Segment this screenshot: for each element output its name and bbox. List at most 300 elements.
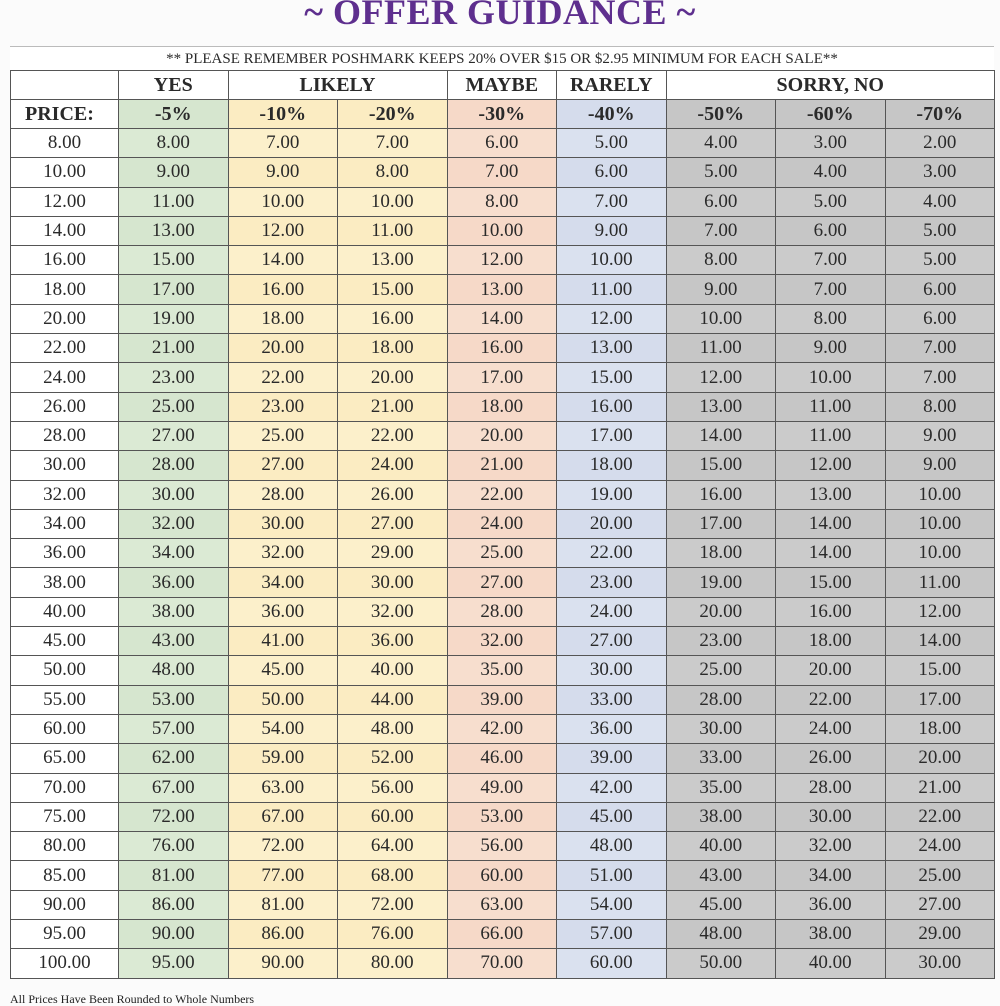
offer-cell: 21.00: [119, 334, 229, 363]
offer-cell: 60.00: [557, 949, 667, 978]
offer-cell: 21.00: [338, 392, 448, 421]
offer-cell: 7.00: [338, 129, 448, 158]
offer-cell: 17.00: [557, 421, 667, 450]
offer-cell: 16.00: [557, 392, 667, 421]
price-cell: 85.00: [11, 861, 119, 890]
offer-cell: 14.00: [776, 509, 886, 538]
price-cell: 60.00: [11, 714, 119, 743]
offer-cell: 72.00: [119, 802, 229, 831]
offer-cell: 72.00: [338, 890, 448, 919]
offer-cell: 28.00: [119, 451, 229, 480]
price-cell: 14.00: [11, 216, 119, 245]
group-rarely: RARELY: [557, 71, 667, 100]
offer-cell: 12.00: [447, 246, 557, 275]
offer-cell: 53.00: [447, 802, 557, 831]
offer-cell: 24.00: [447, 509, 557, 538]
price-cell: 40.00: [11, 597, 119, 626]
offer-cell: 4.00: [776, 158, 886, 187]
offer-cell: 7.00: [228, 129, 338, 158]
offer-cell: 11.00: [338, 216, 448, 245]
offer-cell: 17.00: [885, 685, 995, 714]
discount-header: -5%: [119, 100, 229, 129]
offer-cell: 30.00: [228, 509, 338, 538]
offer-cell: 24.00: [338, 451, 448, 480]
offer-cell: 38.00: [119, 597, 229, 626]
offer-cell: 33.00: [666, 744, 776, 773]
offer-cell: 35.00: [666, 773, 776, 802]
offer-cell: 48.00: [119, 656, 229, 685]
offer-cell: 20.00: [228, 334, 338, 363]
offer-cell: 76.00: [338, 920, 448, 949]
offer-cell: 28.00: [447, 597, 557, 626]
offer-cell: 63.00: [228, 773, 338, 802]
table-row: [11, 949, 995, 978]
offer-cell: 36.00: [119, 568, 229, 597]
offer-cell: 7.00: [885, 363, 995, 392]
offer-cell: 48.00: [338, 714, 448, 743]
offer-cell: 35.00: [447, 656, 557, 685]
offer-cell: 42.00: [447, 714, 557, 743]
offer-cell: 12.00: [228, 216, 338, 245]
offer-cell: 57.00: [119, 714, 229, 743]
group-maybe: MAYBE: [447, 71, 557, 100]
offer-cell: 86.00: [228, 920, 338, 949]
offer-cell: 48.00: [666, 920, 776, 949]
offer-cell: 42.00: [557, 773, 667, 802]
offer-cell: 27.00: [885, 890, 995, 919]
offer-cell: 10.00: [666, 304, 776, 333]
offer-cell: 10.00: [228, 187, 338, 216]
offer-cell: 7.00: [447, 158, 557, 187]
discount-header: -40%: [557, 100, 667, 129]
offer-cell: 90.00: [228, 949, 338, 978]
offer-cell: 43.00: [119, 627, 229, 656]
table-row: [11, 714, 995, 743]
group-yes: YES: [119, 71, 229, 100]
footnote: All Prices Have Been Rounded to Whole Numbers: [10, 992, 255, 1006]
offer-cell: 51.00: [557, 861, 667, 890]
table-row: [11, 216, 995, 245]
offer-cell: 18.00: [557, 451, 667, 480]
offer-cell: 77.00: [228, 861, 338, 890]
offer-cell: 24.00: [776, 714, 886, 743]
offer-cell: 20.00: [666, 597, 776, 626]
offer-cell: 90.00: [119, 920, 229, 949]
offer-cell: 57.00: [557, 920, 667, 949]
offer-cell: 18.00: [776, 627, 886, 656]
offer-cell: 26.00: [338, 480, 448, 509]
offer-cell: 32.00: [447, 627, 557, 656]
offer-cell: 13.00: [557, 334, 667, 363]
offer-cell: 6.00: [666, 187, 776, 216]
price-cell: 18.00: [11, 275, 119, 304]
offer-cell: 6.00: [885, 304, 995, 333]
offer-cell: 29.00: [885, 920, 995, 949]
offer-cell: 22.00: [338, 421, 448, 450]
offer-cell: 3.00: [776, 129, 886, 158]
offer-cell: 10.00: [338, 187, 448, 216]
offer-cell: 30.00: [776, 802, 886, 831]
offer-cell: 36.00: [776, 890, 886, 919]
price-cell: 12.00: [11, 187, 119, 216]
table-row: [11, 509, 995, 538]
offer-cell: 25.00: [228, 421, 338, 450]
offer-cell: 30.00: [885, 949, 995, 978]
offer-cell: 15.00: [776, 568, 886, 597]
offer-cell: 32.00: [776, 832, 886, 861]
table-row: [11, 421, 995, 450]
offer-cell: 32.00: [228, 539, 338, 568]
offer-cell: 95.00: [119, 949, 229, 978]
offer-cell: 63.00: [447, 890, 557, 919]
table-row: [11, 158, 995, 187]
offer-cell: 25.00: [666, 656, 776, 685]
price-cell: 75.00: [11, 802, 119, 831]
price-cell: 45.00: [11, 627, 119, 656]
group-header-blank: [11, 71, 119, 100]
offer-cell: 45.00: [228, 656, 338, 685]
offer-cell: 66.00: [447, 920, 557, 949]
offer-cell: 44.00: [338, 685, 448, 714]
offer-cell: 9.00: [557, 216, 667, 245]
offer-cell: 13.00: [447, 275, 557, 304]
group-sorry-no: SORRY, NO: [666, 71, 995, 100]
table-row: [11, 627, 995, 656]
discount-header-row: [11, 100, 995, 129]
offer-cell: 41.00: [228, 627, 338, 656]
offer-cell: 38.00: [666, 802, 776, 831]
offer-cell: 11.00: [776, 421, 886, 450]
table-row: [11, 568, 995, 597]
table-row: [11, 832, 995, 861]
group-likely: LIKELY: [228, 71, 447, 100]
offer-cell: 18.00: [338, 334, 448, 363]
offer-cell: 15.00: [666, 451, 776, 480]
offer-cell: 39.00: [557, 744, 667, 773]
offer-cell: 9.00: [666, 275, 776, 304]
price-cell: 10.00: [11, 158, 119, 187]
table-row: [11, 363, 995, 392]
price-cell: 95.00: [11, 920, 119, 949]
offer-cell: 15.00: [885, 656, 995, 685]
offer-cell: 14.00: [776, 539, 886, 568]
price-cell: 36.00: [11, 539, 119, 568]
offer-cell: 16.00: [447, 334, 557, 363]
offer-cell: 9.00: [885, 451, 995, 480]
price-cell: 26.00: [11, 392, 119, 421]
fee-notice: ** PLEASE REMEMBER POSHMARK KEEPS 20% OVER $15 OR $2.95 MINIMUM FOR EACH SALE**: [10, 46, 994, 72]
offer-cell: 14.00: [447, 304, 557, 333]
discount-header: -60%: [776, 100, 886, 129]
offer-cell: 20.00: [557, 509, 667, 538]
offer-cell: 11.00: [119, 187, 229, 216]
offer-cell: 30.00: [666, 714, 776, 743]
price-cell: 65.00: [11, 744, 119, 773]
offer-cell: 19.00: [557, 480, 667, 509]
table-row: [11, 802, 995, 831]
offer-cell: 86.00: [119, 890, 229, 919]
offer-cell: 22.00: [885, 802, 995, 831]
offer-cell: 45.00: [666, 890, 776, 919]
offer-cell: 22.00: [447, 480, 557, 509]
offer-cell: 48.00: [557, 832, 667, 861]
offer-cell: 32.00: [338, 597, 448, 626]
price-cell: 24.00: [11, 363, 119, 392]
offer-cell: 40.00: [776, 949, 886, 978]
offer-cell: 8.00: [447, 187, 557, 216]
table-body: [11, 129, 995, 979]
offer-cell: 30.00: [338, 568, 448, 597]
discount-header: -20%: [338, 100, 448, 129]
offer-cell: 4.00: [666, 129, 776, 158]
price-cell: 55.00: [11, 685, 119, 714]
table-row: [11, 597, 995, 626]
offer-cell: 13.00: [776, 480, 886, 509]
offer-cell: 43.00: [666, 861, 776, 890]
price-cell: 16.00: [11, 246, 119, 275]
offer-cell: 34.00: [119, 539, 229, 568]
offer-cell: 4.00: [885, 187, 995, 216]
price-cell: 20.00: [11, 304, 119, 333]
offer-cell: 10.00: [885, 509, 995, 538]
offer-cell: 18.00: [666, 539, 776, 568]
table-row: [11, 480, 995, 509]
offer-cell: 80.00: [338, 949, 448, 978]
price-cell: 30.00: [11, 451, 119, 480]
offer-cell: 22.00: [228, 363, 338, 392]
price-cell: 8.00: [11, 129, 119, 158]
table-row: [11, 334, 995, 363]
offer-cell: 6.00: [447, 129, 557, 158]
offer-cell: 21.00: [885, 773, 995, 802]
table-row: [11, 451, 995, 480]
offer-cell: 32.00: [119, 509, 229, 538]
offer-cell: 16.00: [228, 275, 338, 304]
table-row: [11, 539, 995, 568]
offer-cell: 36.00: [338, 627, 448, 656]
offer-cell: 67.00: [228, 802, 338, 831]
offer-cell: 6.00: [885, 275, 995, 304]
offer-cell: 27.00: [447, 568, 557, 597]
offer-cell: 81.00: [119, 861, 229, 890]
table-row: [11, 246, 995, 275]
offer-cell: 22.00: [776, 685, 886, 714]
offer-cell: 12.00: [557, 304, 667, 333]
table-row: [11, 744, 995, 773]
offer-cell: 60.00: [338, 802, 448, 831]
offer-cell: 8.00: [666, 246, 776, 275]
offer-cell: 40.00: [666, 832, 776, 861]
offer-cell: 26.00: [776, 744, 886, 773]
offer-cell: 62.00: [119, 744, 229, 773]
offer-cell: 3.00: [885, 158, 995, 187]
offer-cell: 11.00: [557, 275, 667, 304]
offer-cell: 34.00: [228, 568, 338, 597]
offer-cell: 9.00: [776, 334, 886, 363]
table-row: [11, 392, 995, 421]
offer-cell: 18.00: [447, 392, 557, 421]
offer-cell: 9.00: [119, 158, 229, 187]
offer-cell: 8.00: [338, 158, 448, 187]
offer-cell: 25.00: [885, 861, 995, 890]
offer-cell: 20.00: [776, 656, 886, 685]
offer-cell: 5.00: [776, 187, 886, 216]
offer-cell: 30.00: [119, 480, 229, 509]
offer-cell: 36.00: [228, 597, 338, 626]
offer-cell: 9.00: [885, 421, 995, 450]
offer-cell: 56.00: [447, 832, 557, 861]
offer-cell: 16.00: [666, 480, 776, 509]
offer-cell: 59.00: [228, 744, 338, 773]
offer-cell: 15.00: [338, 275, 448, 304]
offer-cell: 5.00: [666, 158, 776, 187]
offer-cell: 21.00: [447, 451, 557, 480]
price-cell: 22.00: [11, 334, 119, 363]
offer-cell: 28.00: [666, 685, 776, 714]
offer-cell: 10.00: [447, 216, 557, 245]
offer-cell: 23.00: [119, 363, 229, 392]
offer-cell: 17.00: [119, 275, 229, 304]
offer-cell: 11.00: [666, 334, 776, 363]
table-row: [11, 187, 995, 216]
table-row: [11, 773, 995, 802]
offer-cell: 17.00: [447, 363, 557, 392]
table-row: [11, 129, 995, 158]
offer-cell: 15.00: [119, 246, 229, 275]
offer-cell: 24.00: [885, 832, 995, 861]
offer-cell: 45.00: [557, 802, 667, 831]
table-row: [11, 656, 995, 685]
offer-cell: 8.00: [119, 129, 229, 158]
offer-cell: 6.00: [557, 158, 667, 187]
offer-cell: 23.00: [228, 392, 338, 421]
offer-cell: 10.00: [885, 539, 995, 568]
offer-cell: 8.00: [776, 304, 886, 333]
offer-cell: 54.00: [557, 890, 667, 919]
offer-cell: 52.00: [338, 744, 448, 773]
discount-header: -10%: [228, 100, 338, 129]
offer-cell: 50.00: [666, 949, 776, 978]
price-cell: 28.00: [11, 421, 119, 450]
offer-cell: 27.00: [557, 627, 667, 656]
offer-cell: 34.00: [776, 861, 886, 890]
offer-cell: 27.00: [338, 509, 448, 538]
offer-cell: 16.00: [338, 304, 448, 333]
offer-cell: 5.00: [557, 129, 667, 158]
offer-cell: 20.00: [338, 363, 448, 392]
offer-cell: 64.00: [338, 832, 448, 861]
table-row: [11, 275, 995, 304]
offer-cell: 20.00: [885, 744, 995, 773]
price-cell: 38.00: [11, 568, 119, 597]
price-cell: 34.00: [11, 509, 119, 538]
offer-cell: 53.00: [119, 685, 229, 714]
offer-cell: 46.00: [447, 744, 557, 773]
offer-cell: 72.00: [228, 832, 338, 861]
offer-cell: 40.00: [338, 656, 448, 685]
offer-cell: 38.00: [776, 920, 886, 949]
offer-cell: 2.00: [885, 129, 995, 158]
offer-cell: 68.00: [338, 861, 448, 890]
discount-header: -50%: [666, 100, 776, 129]
offer-cell: 11.00: [885, 568, 995, 597]
price-cell: 50.00: [11, 656, 119, 685]
offer-cell: 13.00: [338, 246, 448, 275]
offer-cell: 12.00: [666, 363, 776, 392]
offer-cell: 18.00: [885, 714, 995, 743]
offer-cell: 17.00: [666, 509, 776, 538]
offer-cell: 25.00: [119, 392, 229, 421]
offer-cell: 30.00: [557, 656, 667, 685]
offer-cell: 11.00: [776, 392, 886, 421]
offer-cell: 16.00: [776, 597, 886, 626]
offer-cell: 25.00: [447, 539, 557, 568]
offer-cell: 13.00: [666, 392, 776, 421]
table-row: [11, 685, 995, 714]
offer-cell: 20.00: [447, 421, 557, 450]
table-row: [11, 890, 995, 919]
group-header-row: [11, 71, 995, 100]
offer-cell: 19.00: [119, 304, 229, 333]
offer-cell: 23.00: [557, 568, 667, 597]
offer-cell: 7.00: [557, 187, 667, 216]
offer-cell: 28.00: [776, 773, 886, 802]
offer-cell: 13.00: [119, 216, 229, 245]
offer-cell: 9.00: [228, 158, 338, 187]
offer-cell: 7.00: [776, 246, 886, 275]
offer-cell: 14.00: [885, 627, 995, 656]
offer-cell: 15.00: [557, 363, 667, 392]
price-cell: 80.00: [11, 832, 119, 861]
offer-cell: 14.00: [228, 246, 338, 275]
offer-cell: 8.00: [885, 392, 995, 421]
offer-cell: 23.00: [666, 627, 776, 656]
offer-cell: 14.00: [666, 421, 776, 450]
offer-cell: 33.00: [557, 685, 667, 714]
offer-cell: 22.00: [557, 539, 667, 568]
discount-header: -70%: [885, 100, 995, 129]
offer-cell: 39.00: [447, 685, 557, 714]
offer-cell: 18.00: [228, 304, 338, 333]
offer-cell: 5.00: [885, 246, 995, 275]
offer-cell: 27.00: [119, 421, 229, 450]
offer-cell: 60.00: [447, 861, 557, 890]
page-title: ~ OFFER GUIDANCE ~: [304, 0, 696, 32]
offer-cell: 10.00: [885, 480, 995, 509]
offer-cell: 36.00: [557, 714, 667, 743]
offer-cell: 24.00: [557, 597, 667, 626]
offer-cell: 7.00: [776, 275, 886, 304]
offer-cell: 10.00: [776, 363, 886, 392]
offer-cell: 76.00: [119, 832, 229, 861]
offer-cell: 7.00: [666, 216, 776, 245]
offer-cell: 67.00: [119, 773, 229, 802]
offer-cell: 49.00: [447, 773, 557, 802]
offer-cell: 6.00: [776, 216, 886, 245]
price-cell: 70.00: [11, 773, 119, 802]
offer-cell: 12.00: [776, 451, 886, 480]
offer-cell: 10.00: [557, 246, 667, 275]
table-row: [11, 304, 995, 333]
price-cell: 90.00: [11, 890, 119, 919]
table-row: [11, 920, 995, 949]
offer-table: [10, 70, 995, 979]
offer-cell: 70.00: [447, 949, 557, 978]
price-label: PRICE:: [11, 100, 119, 129]
offer-cell: 50.00: [228, 685, 338, 714]
price-cell: 100.00: [11, 949, 119, 978]
offer-cell: 29.00: [338, 539, 448, 568]
